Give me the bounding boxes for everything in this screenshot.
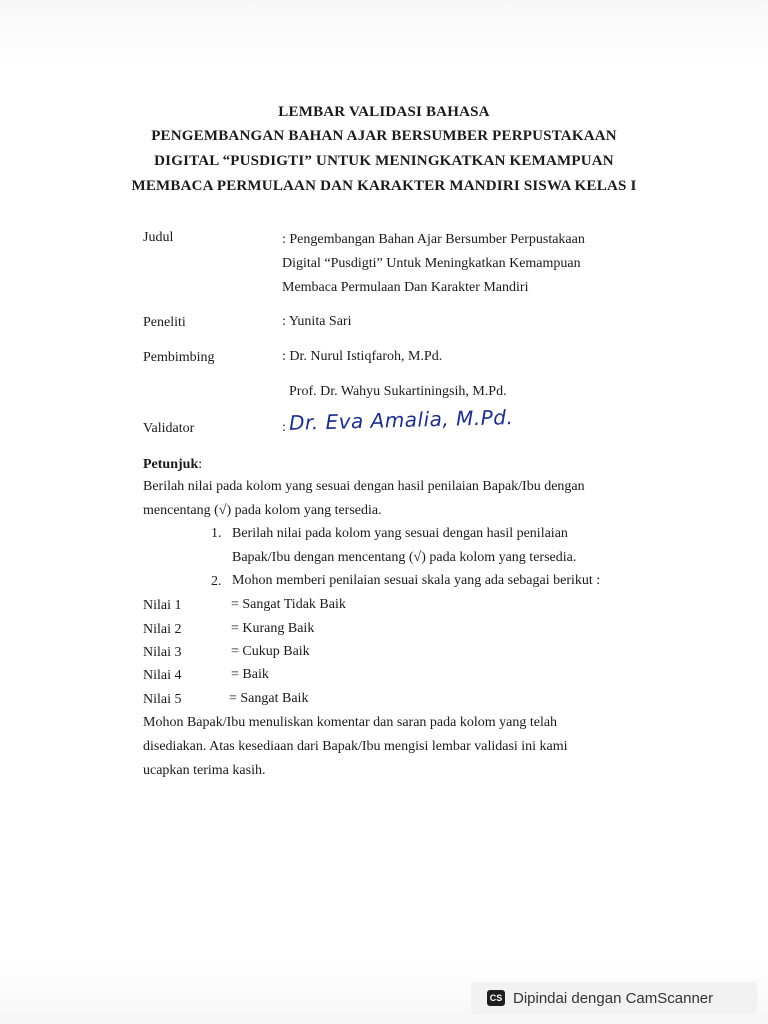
scale-value-2: = Kurang Baik	[231, 621, 315, 636]
scale-value-5: = Sangat Baik	[229, 691, 309, 706]
scale-label-1: Nilai 1	[143, 598, 182, 613]
document-subtitle-line-3: MEMBACA PERMULAAN DAN KARAKTER MANDIRI SISWA KELAS I	[131, 178, 637, 194]
closing-line-3: ucapkan terima kasih.	[143, 763, 266, 778]
validator-colon: :	[282, 420, 286, 435]
judul-line-2: Digital “Pusdigti” Untuk Meningkatkan Kemampuan	[282, 256, 581, 271]
petunjuk-heading-colon: :	[198, 457, 203, 472]
scale-value-3: = Cukup Baik	[231, 644, 310, 659]
pembimbing-label: Pembimbing	[143, 350, 215, 365]
petunjuk-intro-line-2: mencentang (√) pada kolom yang tersedia.	[143, 503, 382, 518]
document-title: LEMBAR VALIDASI BAHASA	[278, 104, 490, 120]
document-subtitle-line-2: DIGITAL “PUSDIGTI” UNTUK MENINGKATKAN KEMAMPUAN	[154, 153, 614, 169]
closing-line-1: Mohon Bapak/Ibu menuliskan komentar dan saran pada kolom yang telah	[143, 715, 558, 730]
validator-label: Validator	[143, 421, 195, 436]
document-subtitle-line-1: PENGEMBANGAN BAHAN AJAR BERSUMBER PERPUSTAKAAN	[151, 128, 617, 144]
scale-value-1: = Sangat Tidak Baik	[231, 597, 346, 612]
scale-label-3: Nilai 3	[143, 645, 182, 660]
camscanner-text: Dipindai dengan CamScanner	[513, 989, 714, 1007]
judul-label: Judul	[143, 230, 174, 245]
list-item-1-number: 1.	[211, 526, 222, 541]
list-item-1-line-2: Bapak/Ibu dengan mencentang (√) pada kolom yang tersedia.	[232, 550, 577, 565]
scale-value-4: = Baik	[231, 667, 269, 682]
pembimbing-value-2: Prof. Dr. Wahyu Sukartiningsih, M.Pd.	[289, 384, 507, 399]
camscanner-icon: CS	[487, 990, 505, 1006]
peneliti-label: Peneliti	[143, 315, 186, 330]
list-item-2-line-1: Mohon memberi penilaian sesuai skala yang ada sebagai berikut :	[232, 573, 601, 588]
scale-label-2: Nilai 2	[143, 622, 182, 637]
peneliti-value: : Yunita Sari	[282, 314, 352, 329]
judul-line-3: Membaca Permulaan Dan Karakter Mandiri	[282, 280, 529, 295]
scale-label-4: Nilai 4	[143, 668, 182, 683]
closing-line-2: disediakan. Atas kesediaan dari Bapak/Ibu mengisi lembar validasi ini kami	[143, 739, 568, 754]
list-item-1-line-1: Berilah nilai pada kolom yang sesuai dengan hasil penilaian	[232, 526, 568, 541]
judul-value	[282, 228, 632, 300]
list-item-2-number: 2.	[211, 574, 222, 589]
petunjuk-heading	[143, 457, 202, 473]
petunjuk-intro-line-1: Berilah nilai pada kolom yang sesuai dengan hasil penilaian Bapak/Ibu dengan	[143, 479, 585, 494]
camscanner-watermark	[471, 982, 757, 1014]
pembimbing-value-1: : Dr. Nurul Istiqfaroh, M.Pd.	[282, 349, 443, 364]
judul-line-1: : Pengembangan Bahan Ajar Bersumber Perpustakaan	[282, 232, 585, 247]
scale-label-5: Nilai 5	[143, 692, 182, 707]
petunjuk-heading-text: Petunjuk	[143, 457, 199, 472]
validator-handwritten-name: Dr. Eva Amalia, M.Pd.	[288, 405, 514, 435]
